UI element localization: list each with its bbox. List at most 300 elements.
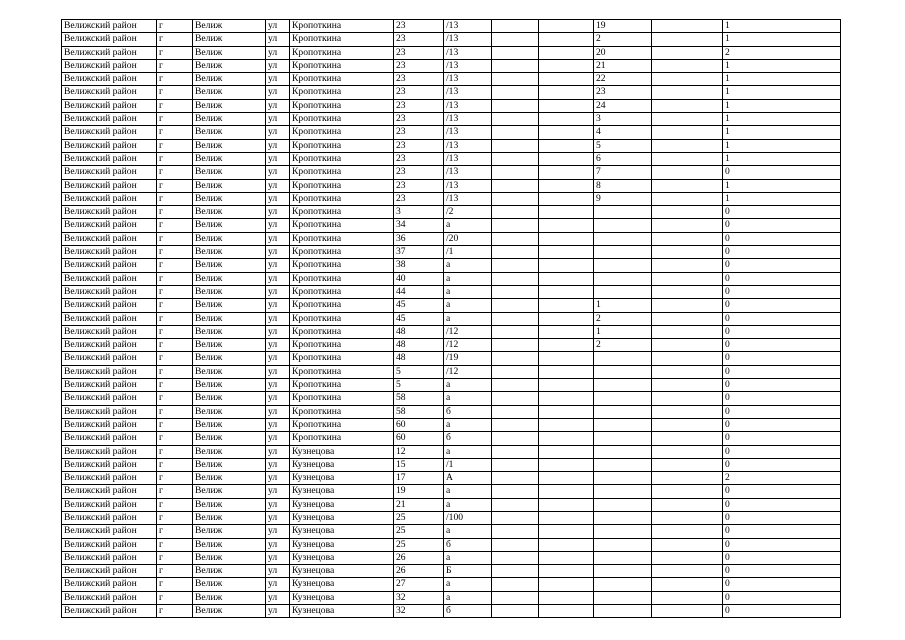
table-cell-building: /1 xyxy=(444,246,492,259)
table-cell-count: 0 xyxy=(723,339,841,352)
table-cell-col-9 xyxy=(539,272,594,285)
table-cell-settlement: Велиж xyxy=(193,591,266,604)
table-cell-house: 23 xyxy=(394,99,444,112)
table-row xyxy=(62,126,841,139)
table-cell-apartment xyxy=(594,458,652,471)
table-cell-settlement-type: г xyxy=(157,219,193,232)
table-cell-col-8 xyxy=(492,485,539,498)
table-cell-count: 0 xyxy=(723,445,841,458)
table-cell-col-8 xyxy=(492,551,539,564)
table-cell-col-8 xyxy=(492,232,539,245)
table-cell-building: б xyxy=(444,405,492,418)
table-cell-street-type: ул xyxy=(266,392,290,405)
table-cell-apartment: 7 xyxy=(594,166,652,179)
table-cell-col-11 xyxy=(652,379,723,392)
table-cell-settlement: Велиж xyxy=(193,246,266,259)
table-cell-house: 32 xyxy=(394,605,444,618)
table-cell-street: Кропоткина xyxy=(290,46,394,59)
table-cell-apartment xyxy=(594,445,652,458)
table-cell-street: Кропоткина xyxy=(290,86,394,99)
table-cell-building: /1 xyxy=(444,458,492,471)
table-cell-col-8 xyxy=(492,20,539,33)
table-cell-street-type: ул xyxy=(266,432,290,445)
address-table xyxy=(61,19,841,618)
table-cell-col-8 xyxy=(492,578,539,591)
table-cell-settlement: Велиж xyxy=(193,432,266,445)
table-cell-col-8 xyxy=(492,418,539,431)
table-cell-col-11 xyxy=(652,365,723,378)
table-cell-col-9 xyxy=(539,33,594,46)
table-cell-building: а xyxy=(444,219,492,232)
table-cell-col-9 xyxy=(539,405,594,418)
table-cell-apartment xyxy=(594,365,652,378)
table-cell-apartment: 2 xyxy=(594,312,652,325)
table-cell-district: Велижский район xyxy=(62,591,157,604)
table-cell-col-8 xyxy=(492,352,539,365)
table-cell-apartment xyxy=(594,352,652,365)
table-cell-street: Кропоткина xyxy=(290,20,394,33)
table-cell-count: 1 xyxy=(723,73,841,86)
table-cell-apartment xyxy=(594,565,652,578)
table-cell-street-type: ул xyxy=(266,591,290,604)
table-cell-col-9 xyxy=(539,20,594,33)
table-cell-street-type: ул xyxy=(266,339,290,352)
table-cell-count: 0 xyxy=(723,405,841,418)
table-cell-district: Велижский район xyxy=(62,405,157,418)
table-cell-building: /20 xyxy=(444,232,492,245)
table-row xyxy=(62,591,841,604)
table-cell-house: 45 xyxy=(394,312,444,325)
table-cell-settlement: Велиж xyxy=(193,392,266,405)
table-cell-building: /13 xyxy=(444,20,492,33)
table-cell-house: 40 xyxy=(394,272,444,285)
table-cell-count: 0 xyxy=(723,272,841,285)
table-cell-street-type: ул xyxy=(266,405,290,418)
table-cell-col-8 xyxy=(492,498,539,511)
table-cell-district: Велижский район xyxy=(62,259,157,272)
table-cell-col-11 xyxy=(652,525,723,538)
table-cell-settlement-type: г xyxy=(157,73,193,86)
table-cell-col-11 xyxy=(652,418,723,431)
table-cell-count: 0 xyxy=(723,458,841,471)
table-cell-count: 2 xyxy=(723,46,841,59)
table-cell-col-11 xyxy=(652,86,723,99)
table-cell-house: 23 xyxy=(394,113,444,126)
table-cell-street: Кропоткина xyxy=(290,392,394,405)
table-row xyxy=(62,219,841,232)
table-row xyxy=(62,352,841,365)
table-row xyxy=(62,498,841,511)
table-cell-house: 37 xyxy=(394,246,444,259)
table-cell-building: /13 xyxy=(444,192,492,205)
table-cell-street-type: ул xyxy=(266,511,290,524)
table-cell-apartment: 8 xyxy=(594,179,652,192)
table-cell-house: 27 xyxy=(394,578,444,591)
table-row xyxy=(62,325,841,338)
table-cell-col-11 xyxy=(652,219,723,232)
table-cell-settlement-type: г xyxy=(157,605,193,618)
table-body xyxy=(62,20,841,618)
table-cell-district: Велижский район xyxy=(62,20,157,33)
table-row xyxy=(62,259,841,272)
table-cell-count: 1 xyxy=(723,59,841,72)
table-cell-street-type: ул xyxy=(266,299,290,312)
table-cell-building: /13 xyxy=(444,152,492,165)
table-cell-street-type: ул xyxy=(266,379,290,392)
table-cell-settlement: Велиж xyxy=(193,365,266,378)
table-cell-street-type: ул xyxy=(266,33,290,46)
table-cell-district: Велижский район xyxy=(62,99,157,112)
table-cell-house: 48 xyxy=(394,339,444,352)
table-cell-district: Велижский район xyxy=(62,86,157,99)
table-cell-street: Кропоткина xyxy=(290,246,394,259)
table-cell-house: 58 xyxy=(394,405,444,418)
table-cell-col-11 xyxy=(652,472,723,485)
table-row xyxy=(62,20,841,33)
table-cell-col-9 xyxy=(539,152,594,165)
table-cell-street: Кузнецова xyxy=(290,565,394,578)
table-row xyxy=(62,86,841,99)
table-cell-col-8 xyxy=(492,339,539,352)
table-cell-street: Кузнецова xyxy=(290,485,394,498)
table-cell-count: 0 xyxy=(723,525,841,538)
table-row xyxy=(62,46,841,59)
table-cell-house: 44 xyxy=(394,285,444,298)
table-cell-col-11 xyxy=(652,206,723,219)
table-cell-district: Велижский район xyxy=(62,525,157,538)
table-cell-settlement: Велиж xyxy=(193,99,266,112)
table-cell-house: 25 xyxy=(394,525,444,538)
table-cell-street: Кропоткина xyxy=(290,259,394,272)
table-cell-settlement-type: г xyxy=(157,179,193,192)
table-cell-count: 1 xyxy=(723,152,841,165)
table-cell-settlement: Велиж xyxy=(193,259,266,272)
table-cell-street: Кропоткина xyxy=(290,192,394,205)
table-cell-settlement-type: г xyxy=(157,285,193,298)
table-cell-col-9 xyxy=(539,232,594,245)
table-cell-street-type: ул xyxy=(266,59,290,72)
table-cell-house: 12 xyxy=(394,445,444,458)
table-row xyxy=(62,232,841,245)
table-cell-street: Кропоткина xyxy=(290,99,394,112)
table-cell-street-type: ул xyxy=(266,46,290,59)
table-cell-street: Кузнецова xyxy=(290,511,394,524)
table-cell-count: 0 xyxy=(723,379,841,392)
table-cell-settlement-type: г xyxy=(157,565,193,578)
table-cell-col-9 xyxy=(539,126,594,139)
table-cell-apartment: 2 xyxy=(594,339,652,352)
table-cell-building: а xyxy=(444,392,492,405)
table-row xyxy=(62,379,841,392)
table-cell-settlement-type: г xyxy=(157,392,193,405)
table-cell-street-type: ул xyxy=(266,458,290,471)
table-cell-col-8 xyxy=(492,591,539,604)
table-cell-apartment: 3 xyxy=(594,113,652,126)
table-cell-building: /13 xyxy=(444,46,492,59)
table-cell-apartment: 6 xyxy=(594,152,652,165)
table-cell-col-9 xyxy=(539,418,594,431)
table-cell-settlement-type: г xyxy=(157,139,193,152)
table-cell-street: Кропоткина xyxy=(290,272,394,285)
table-cell-building: б xyxy=(444,605,492,618)
table-cell-house: 15 xyxy=(394,458,444,471)
table-cell-count: 0 xyxy=(723,565,841,578)
table-row xyxy=(62,152,841,165)
table-cell-street-type: ул xyxy=(266,232,290,245)
table-cell-street: Кузнецова xyxy=(290,472,394,485)
table-cell-col-11 xyxy=(652,405,723,418)
table-row xyxy=(62,139,841,152)
table-cell-settlement: Велиж xyxy=(193,219,266,232)
table-cell-col-11 xyxy=(652,578,723,591)
table-row xyxy=(62,551,841,564)
table-cell-district: Велижский район xyxy=(62,59,157,72)
table-row xyxy=(62,299,841,312)
table-cell-building: /100 xyxy=(444,511,492,524)
table-cell-district: Велижский район xyxy=(62,498,157,511)
table-cell-street: Кузнецова xyxy=(290,445,394,458)
table-cell-count: 0 xyxy=(723,392,841,405)
table-cell-settlement-type: г xyxy=(157,99,193,112)
table-row xyxy=(62,525,841,538)
table-cell-count: 0 xyxy=(723,498,841,511)
table-cell-apartment: 22 xyxy=(594,73,652,86)
table-cell-settlement-type: г xyxy=(157,46,193,59)
table-cell-street-type: ул xyxy=(266,525,290,538)
table-cell-settlement: Велиж xyxy=(193,405,266,418)
table-row xyxy=(62,59,841,72)
table-cell-street: Кропоткина xyxy=(290,339,394,352)
table-cell-col-8 xyxy=(492,365,539,378)
table-cell-col-8 xyxy=(492,432,539,445)
table-cell-street: Кузнецова xyxy=(290,605,394,618)
table-cell-building: а xyxy=(444,299,492,312)
table-cell-settlement: Велиж xyxy=(193,339,266,352)
table-cell-house: 23 xyxy=(394,33,444,46)
table-cell-building: /13 xyxy=(444,113,492,126)
table-cell-apartment xyxy=(594,511,652,524)
table-cell-apartment: 4 xyxy=(594,126,652,139)
table-cell-house: 45 xyxy=(394,299,444,312)
table-cell-col-11 xyxy=(652,46,723,59)
table-cell-count: 0 xyxy=(723,605,841,618)
table-cell-street-type: ул xyxy=(266,152,290,165)
table-cell-col-8 xyxy=(492,259,539,272)
table-cell-settlement: Велиж xyxy=(193,485,266,498)
table-cell-settlement-type: г xyxy=(157,591,193,604)
table-cell-col-11 xyxy=(652,485,723,498)
table-cell-house: 60 xyxy=(394,418,444,431)
table-cell-building: а xyxy=(444,445,492,458)
table-cell-house: 17 xyxy=(394,472,444,485)
table-cell-house: 26 xyxy=(394,551,444,564)
table-cell-settlement: Велиж xyxy=(193,551,266,564)
table-cell-house: 23 xyxy=(394,20,444,33)
table-row xyxy=(62,192,841,205)
table-cell-col-11 xyxy=(652,259,723,272)
table-cell-col-11 xyxy=(652,99,723,112)
table-cell-apartment xyxy=(594,219,652,232)
table-cell-house: 25 xyxy=(394,511,444,524)
table-cell-count: 0 xyxy=(723,551,841,564)
table-cell-col-8 xyxy=(492,219,539,232)
table-cell-district: Велижский район xyxy=(62,166,157,179)
table-cell-street: Кузнецова xyxy=(290,538,394,551)
table-cell-house: 36 xyxy=(394,232,444,245)
table-cell-col-9 xyxy=(539,432,594,445)
table-cell-settlement-type: г xyxy=(157,113,193,126)
table-cell-building: /12 xyxy=(444,325,492,338)
table-cell-building: б xyxy=(444,538,492,551)
table-cell-col-9 xyxy=(539,365,594,378)
table-cell-col-9 xyxy=(539,511,594,524)
table-cell-col-9 xyxy=(539,339,594,352)
table-cell-settlement-type: г xyxy=(157,166,193,179)
table-cell-col-9 xyxy=(539,312,594,325)
table-cell-street-type: ул xyxy=(266,365,290,378)
table-cell-district: Велижский район xyxy=(62,538,157,551)
table-cell-apartment xyxy=(594,259,652,272)
table-cell-building: /13 xyxy=(444,73,492,86)
table-cell-district: Велижский район xyxy=(62,285,157,298)
table-cell-col-11 xyxy=(652,605,723,618)
table-cell-col-8 xyxy=(492,206,539,219)
table-cell-apartment xyxy=(594,551,652,564)
table-cell-col-9 xyxy=(539,578,594,591)
table-cell-col-8 xyxy=(492,33,539,46)
table-cell-col-11 xyxy=(652,458,723,471)
table-cell-district: Велижский район xyxy=(62,472,157,485)
table-cell-district: Велижский район xyxy=(62,312,157,325)
table-cell-building: /19 xyxy=(444,352,492,365)
table-cell-col-9 xyxy=(539,179,594,192)
table-cell-col-8 xyxy=(492,392,539,405)
table-cell-street: Кузнецова xyxy=(290,591,394,604)
table-cell-count: 0 xyxy=(723,352,841,365)
table-cell-street: Кузнецова xyxy=(290,578,394,591)
table-cell-col-9 xyxy=(539,525,594,538)
table-cell-street: Кропоткина xyxy=(290,33,394,46)
table-cell-settlement-type: г xyxy=(157,472,193,485)
table-cell-district: Велижский район xyxy=(62,445,157,458)
table-cell-district: Велижский район xyxy=(62,458,157,471)
table-cell-building: а xyxy=(444,551,492,564)
table-cell-house: 26 xyxy=(394,565,444,578)
table-cell-district: Велижский район xyxy=(62,551,157,564)
table-cell-col-9 xyxy=(539,219,594,232)
table-cell-settlement: Велиж xyxy=(193,565,266,578)
table-row xyxy=(62,472,841,485)
table-cell-count: 0 xyxy=(723,299,841,312)
table-cell-col-8 xyxy=(492,272,539,285)
table-cell-settlement-type: г xyxy=(157,379,193,392)
table-cell-col-8 xyxy=(492,458,539,471)
table-cell-apartment xyxy=(594,405,652,418)
table-cell-street-type: ул xyxy=(266,73,290,86)
table-cell-building: а xyxy=(444,498,492,511)
table-cell-district: Велижский район xyxy=(62,352,157,365)
table-cell-col-8 xyxy=(492,73,539,86)
table-cell-district: Велижский район xyxy=(62,139,157,152)
table-cell-count: 1 xyxy=(723,179,841,192)
table-cell-district: Велижский район xyxy=(62,432,157,445)
table-cell-street: Кропоткина xyxy=(290,206,394,219)
table-cell-building: /13 xyxy=(444,139,492,152)
table-cell-col-9 xyxy=(539,59,594,72)
table-cell-col-8 xyxy=(492,299,539,312)
table-cell-district: Велижский район xyxy=(62,272,157,285)
table-cell-col-11 xyxy=(652,432,723,445)
table-cell-col-8 xyxy=(492,445,539,458)
table-row xyxy=(62,272,841,285)
table-cell-apartment: 1 xyxy=(594,325,652,338)
table-cell-count: 0 xyxy=(723,325,841,338)
table-cell-street: Кропоткина xyxy=(290,59,394,72)
table-cell-settlement-type: г xyxy=(157,551,193,564)
table-row xyxy=(62,511,841,524)
table-cell-building: /13 xyxy=(444,59,492,72)
table-cell-building: а xyxy=(444,379,492,392)
table-cell-count: 0 xyxy=(723,578,841,591)
table-cell-count: 0 xyxy=(723,591,841,604)
table-cell-house: 23 xyxy=(394,166,444,179)
table-cell-col-11 xyxy=(652,299,723,312)
table-cell-col-8 xyxy=(492,472,539,485)
table-cell-apartment xyxy=(594,538,652,551)
table-cell-count: 1 xyxy=(723,99,841,112)
table-cell-col-9 xyxy=(539,551,594,564)
table-cell-col-9 xyxy=(539,591,594,604)
table-cell-settlement: Велиж xyxy=(193,511,266,524)
table-cell-street: Кропоткина xyxy=(290,325,394,338)
table-cell-apartment xyxy=(594,232,652,245)
table-cell-apartment xyxy=(594,392,652,405)
table-cell-settlement-type: г xyxy=(157,458,193,471)
table-cell-apartment: 20 xyxy=(594,46,652,59)
table-cell-col-9 xyxy=(539,139,594,152)
table-cell-street-type: ул xyxy=(266,166,290,179)
table-cell-col-11 xyxy=(652,113,723,126)
table-cell-street: Кропоткина xyxy=(290,179,394,192)
table-cell-count: 0 xyxy=(723,206,841,219)
table-cell-count: 0 xyxy=(723,166,841,179)
table-cell-col-8 xyxy=(492,312,539,325)
table-row xyxy=(62,113,841,126)
table-cell-street-type: ул xyxy=(266,99,290,112)
table-cell-settlement: Велиж xyxy=(193,312,266,325)
table-cell-district: Велижский район xyxy=(62,206,157,219)
table-cell-col-9 xyxy=(539,498,594,511)
table-cell-district: Велижский район xyxy=(62,325,157,338)
table-cell-street: Кузнецова xyxy=(290,551,394,564)
table-cell-apartment xyxy=(594,525,652,538)
table-cell-house: 32 xyxy=(394,591,444,604)
table-cell-settlement: Велиж xyxy=(193,325,266,338)
table-cell-street: Кропоткина xyxy=(290,365,394,378)
table-cell-col-8 xyxy=(492,511,539,524)
table-cell-apartment: 5 xyxy=(594,139,652,152)
table-cell-building: /2 xyxy=(444,206,492,219)
table-cell-street-type: ул xyxy=(266,219,290,232)
table-row xyxy=(62,392,841,405)
table-cell-district: Велижский район xyxy=(62,365,157,378)
table-cell-settlement-type: г xyxy=(157,232,193,245)
table-cell-col-9 xyxy=(539,166,594,179)
table-cell-col-11 xyxy=(652,20,723,33)
table-cell-house: 58 xyxy=(394,392,444,405)
table-cell-building: /13 xyxy=(444,126,492,139)
table-cell-street-type: ул xyxy=(266,472,290,485)
